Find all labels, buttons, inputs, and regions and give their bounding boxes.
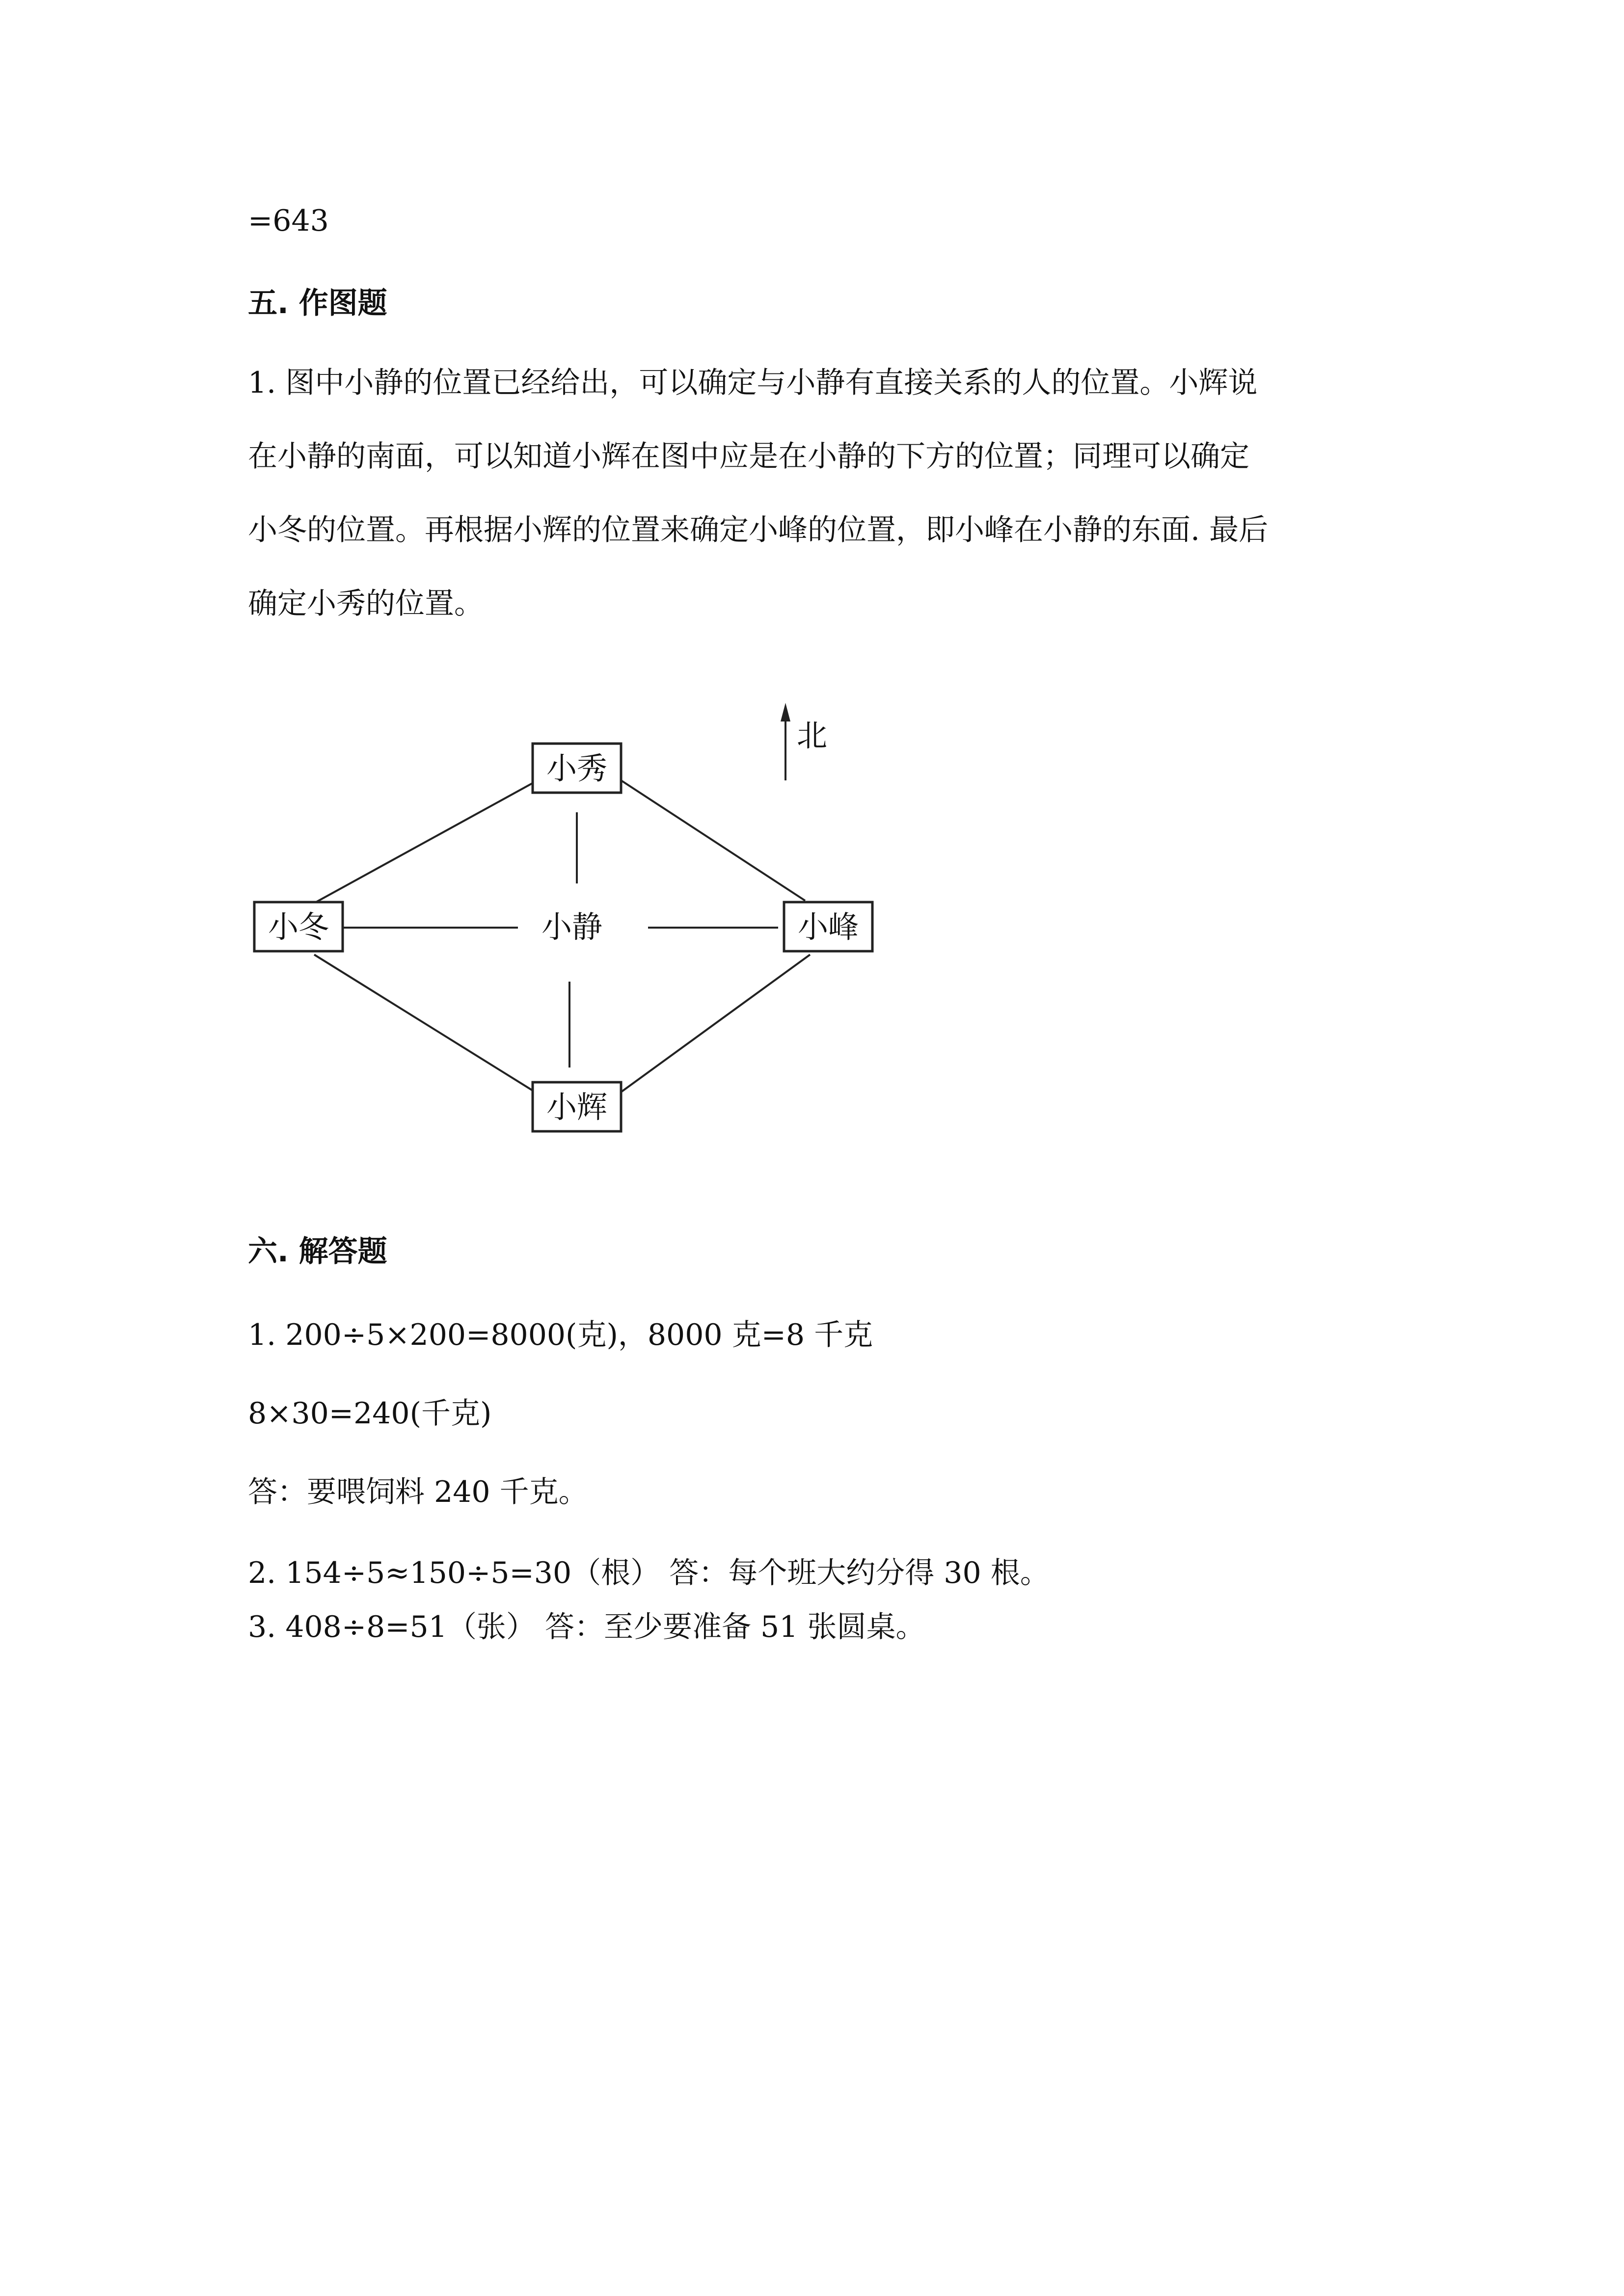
north-arrow — [781, 703, 827, 780]
answer-line: 2. 154÷5≈150÷5=30（根） 答：每个班大约分得 30 根。 — [248, 1556, 1050, 1590]
node-left-label: 小冬 — [268, 909, 329, 945]
section-6-heading: 六. 解答题 — [248, 1234, 387, 1269]
node-left — [254, 902, 343, 951]
answer-line: 1. 200÷5×200=8000(克)，8000 克=8 千克 — [248, 1318, 873, 1352]
section-5-paragraph-line: 在小静的南面，可以知道小辉在图中应是在小静的下方的位置；同理可以确定 — [248, 439, 1249, 474]
section-5-paragraph-line: 1. 图中小静的位置已经给出，可以确定与小静有直接关系的人的位置。小辉说 — [248, 366, 1258, 400]
node-top-label: 小秀 — [546, 750, 608, 786]
answer-line: 答：要喂饲料 240 千克。 — [248, 1475, 588, 1509]
answer-line: 3. 408÷8=51（张） 答：至少要准备 51 张圆桌。 — [248, 1610, 925, 1644]
edge-top-right — [621, 780, 805, 901]
section-5-paragraph-line: 确定小秀的位置。 — [248, 587, 484, 621]
node-center — [528, 900, 616, 949]
edge-right-bottom — [621, 955, 810, 1092]
edge-top-left — [314, 780, 538, 903]
node-right — [784, 902, 872, 951]
section-5-paragraph-line: 小冬的位置。再根据小辉的位置来确定小峰的位置，即小峰在小静的东面. 最后 — [248, 513, 1269, 547]
north-label: 北 — [797, 718, 828, 753]
node-center-label: 小静 — [541, 909, 603, 945]
top-result: =643 — [248, 204, 329, 238]
node-bottom-label: 小辉 — [546, 1089, 608, 1125]
answer-line: 8×30=240(千克) — [248, 1396, 492, 1431]
edge-left-bottom — [314, 955, 535, 1092]
section-5-heading: 五. 作图题 — [248, 286, 387, 320]
node-right-label: 小峰 — [797, 909, 859, 945]
node-bottom — [533, 1082, 621, 1131]
node-top — [533, 744, 621, 793]
